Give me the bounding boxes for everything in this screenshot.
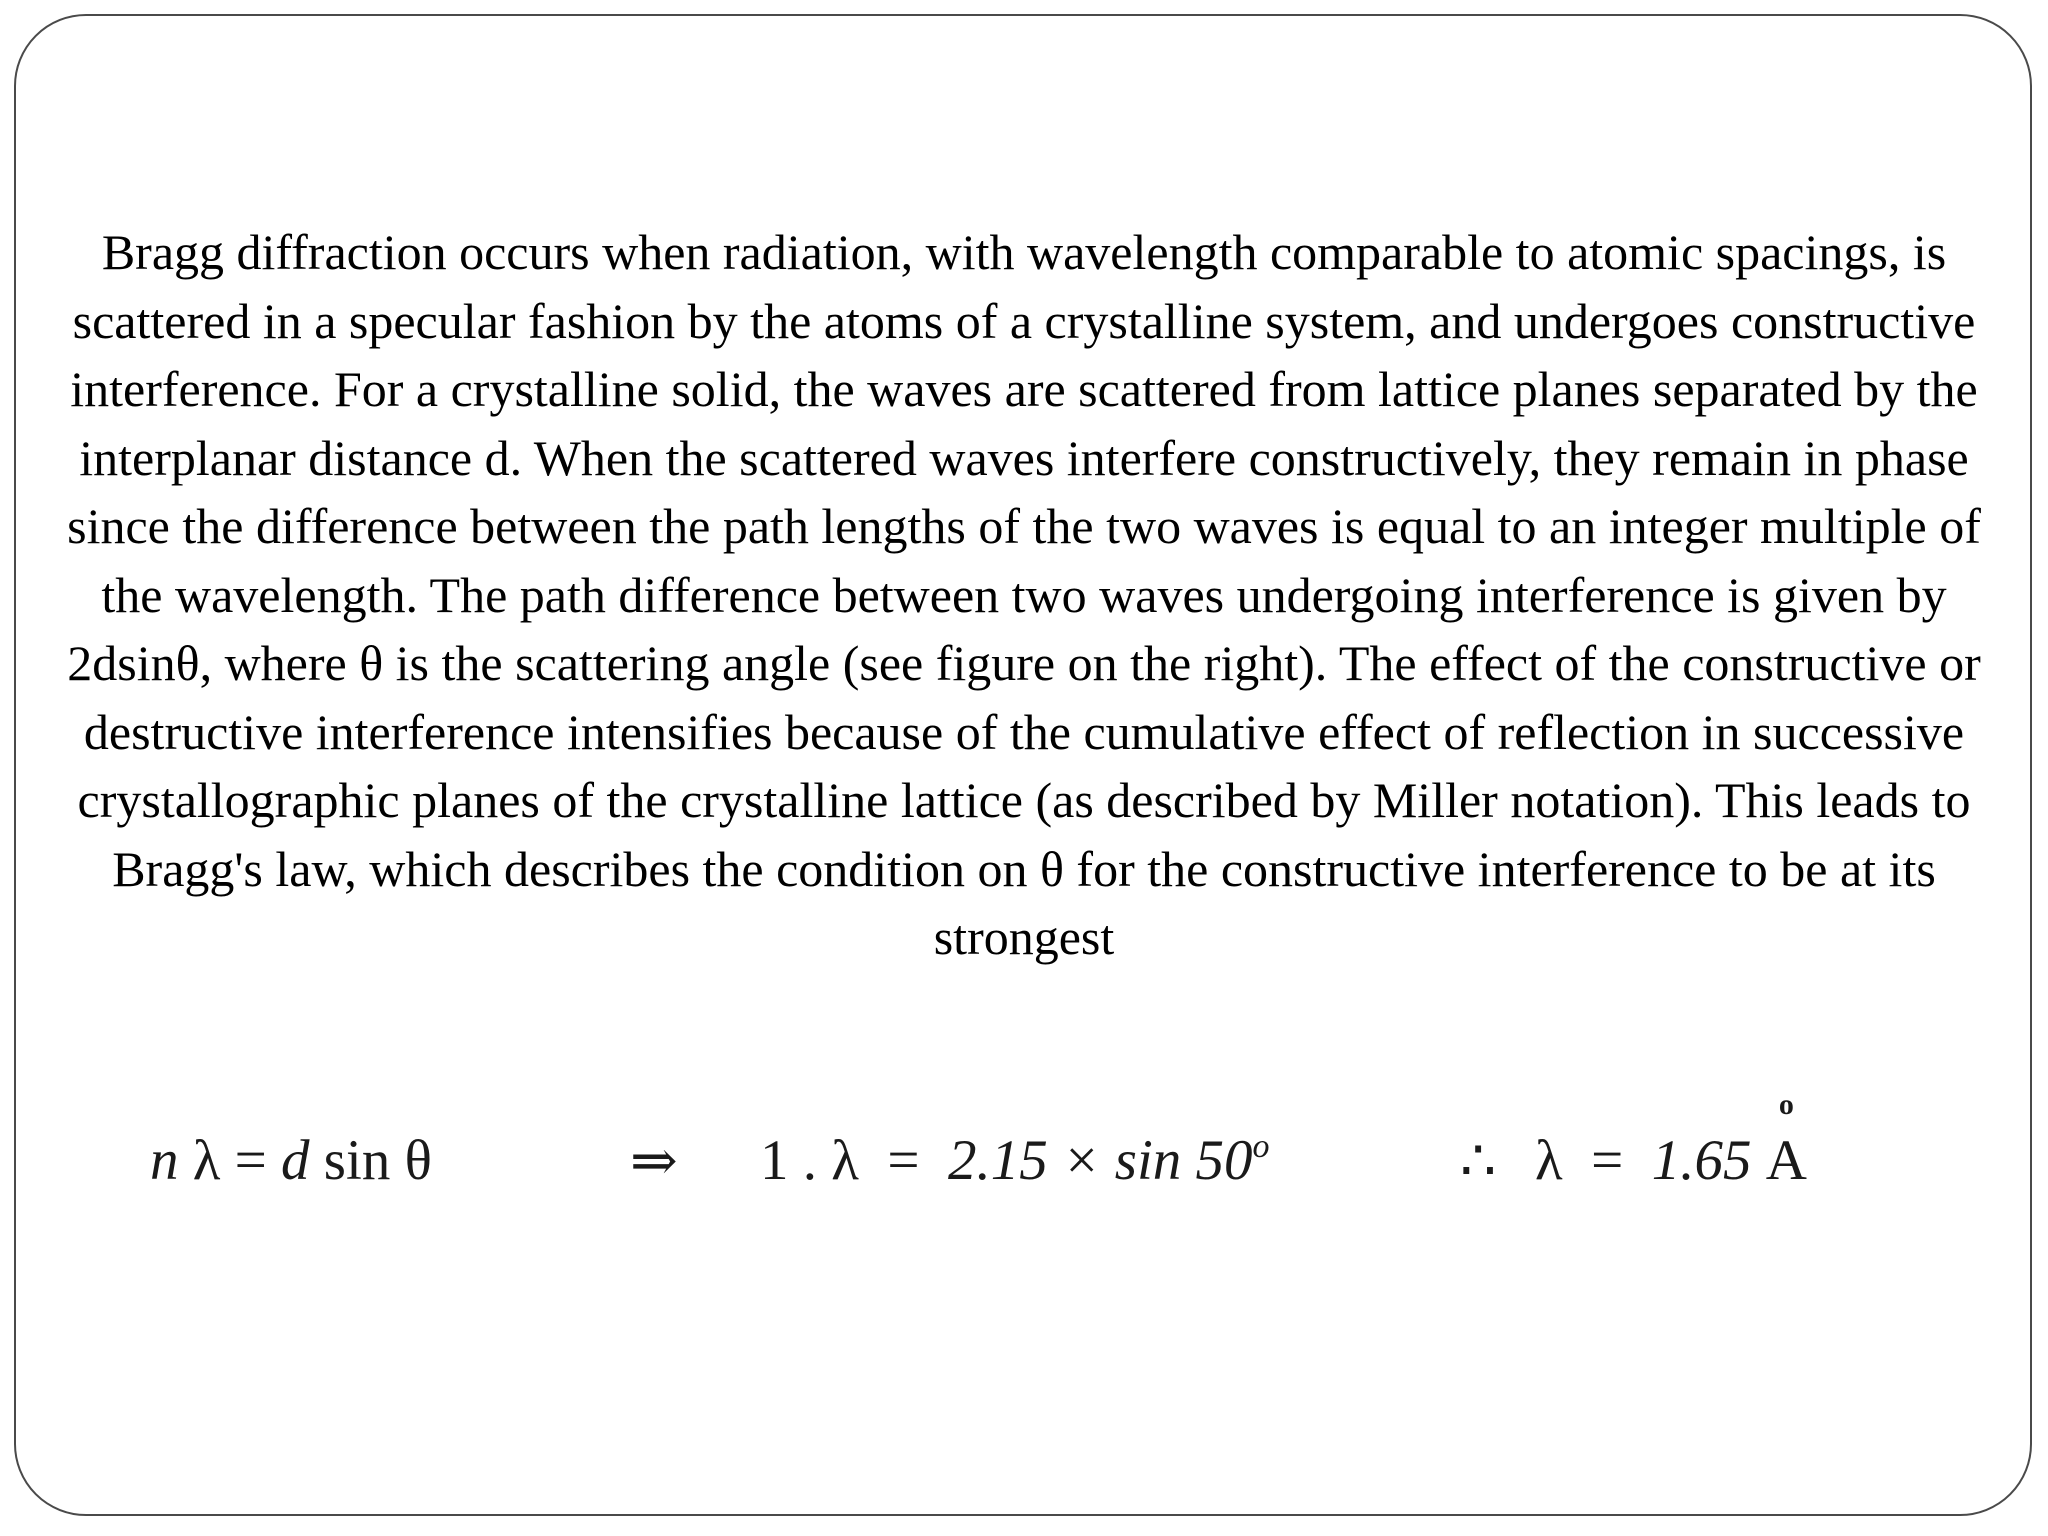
equation-equals-2: = (887, 1129, 920, 1192)
equation-d: d (281, 1129, 310, 1192)
equation-lhs (150, 1128, 432, 1193)
equation-sin-theta: sin θ (323, 1129, 432, 1192)
angstrom-ring: o (1778, 1088, 1794, 1121)
equation-substitution (760, 1128, 1270, 1193)
equation-result-value: 1.65 (1651, 1129, 1752, 1192)
equation-equals: = (234, 1129, 267, 1192)
equation-result (1535, 1088, 1807, 1193)
equation-order: 1 . λ (760, 1129, 859, 1192)
equation-lambda: λ (192, 1129, 221, 1192)
equation-equals-3: = (1591, 1129, 1624, 1192)
bragg-equation (150, 1088, 1910, 1218)
degree-symbol: o (1252, 1128, 1270, 1165)
angstrom-unit (1765, 1088, 1807, 1193)
equation-lambda-2: λ (1535, 1129, 1563, 1192)
equation-value-expr: 2.15 × sin 50 (948, 1129, 1253, 1192)
equation-n: n (150, 1129, 179, 1192)
angstrom-letter: A (1765, 1129, 1807, 1192)
body-paragraph: Bragg diffraction occurs when radiation, with wavelength comparable to atomic spacings, is scattered in a specular fashion by the atoms of a crystalline system, and undergoes constructive interference. For a crystalline solid, the waves are scattered from lattice planes separated by the interplanar distance d. When the scattered waves interfere constructively, they remain in phase since the difference between the path lengths of the two waves is equal to an integer multiple of the wavelength. The path difference between two waves undergoing interference is given by 2dsinθ, where θ is the scattering angle (see figure on the right). The effect of the constructive or destructive interference intensifies because of the cumulative effect of reflection in successive crystallographic planes of the crystalline lattice (as described by Miller notation). This leads to Bragg's law, which describes the condition on θ for the constructive interference to be at its strongest (67, 224, 1981, 965)
therefore-symbol: ∴ (1460, 1130, 1497, 1193)
implies-arrow: ⇒ (630, 1130, 678, 1193)
